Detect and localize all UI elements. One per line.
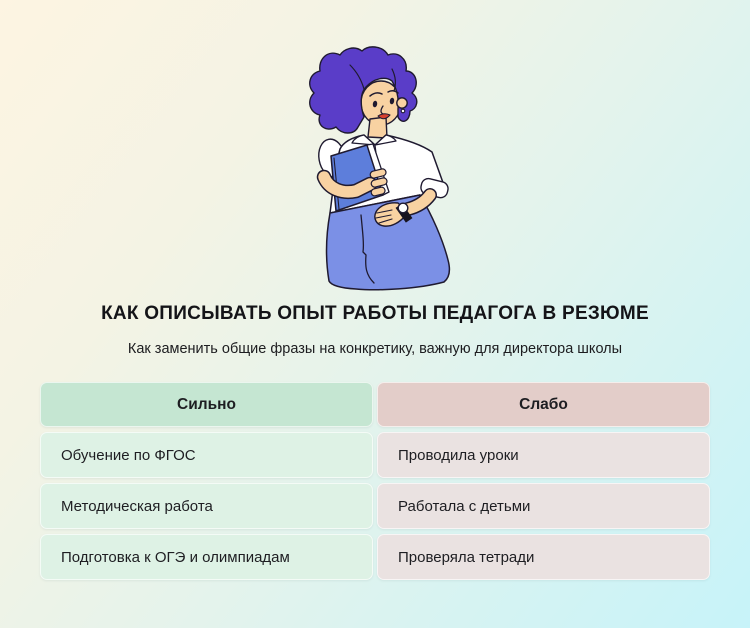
neck [368, 117, 387, 138]
table-cell-weak-1: Проводила уроки [377, 432, 710, 478]
table-cell-weak-2: Работала с детьми [377, 483, 710, 529]
page-title: КАК ОПИСЫВАТЬ ОПЫТ РАБОТЫ ПЕДАГОГА В РЕЗЮМЕ [101, 303, 649, 324]
column-header-weak: Слабо [377, 382, 710, 427]
comparison-table [40, 382, 710, 580]
table-cell-strong-1: Обучение по ФГОС [40, 432, 373, 478]
ear [397, 98, 407, 108]
watch-face [398, 203, 408, 213]
page-subtitle: Как заменить общие фразы на конкретику, важную для директора школы [127, 341, 623, 357]
column-header-strong: Сильно [40, 382, 373, 427]
table-cell-weak-3: Проверяла тетради [377, 534, 710, 580]
teacher-illustration [280, 45, 480, 295]
earring [401, 109, 405, 113]
hair [310, 47, 417, 133]
table-cell-strong-3: Подготовка к ОГЭ и олимпиадам [40, 534, 373, 580]
hand-fingers [370, 168, 388, 196]
table-cell-strong-2: Методическая работа [40, 483, 373, 529]
